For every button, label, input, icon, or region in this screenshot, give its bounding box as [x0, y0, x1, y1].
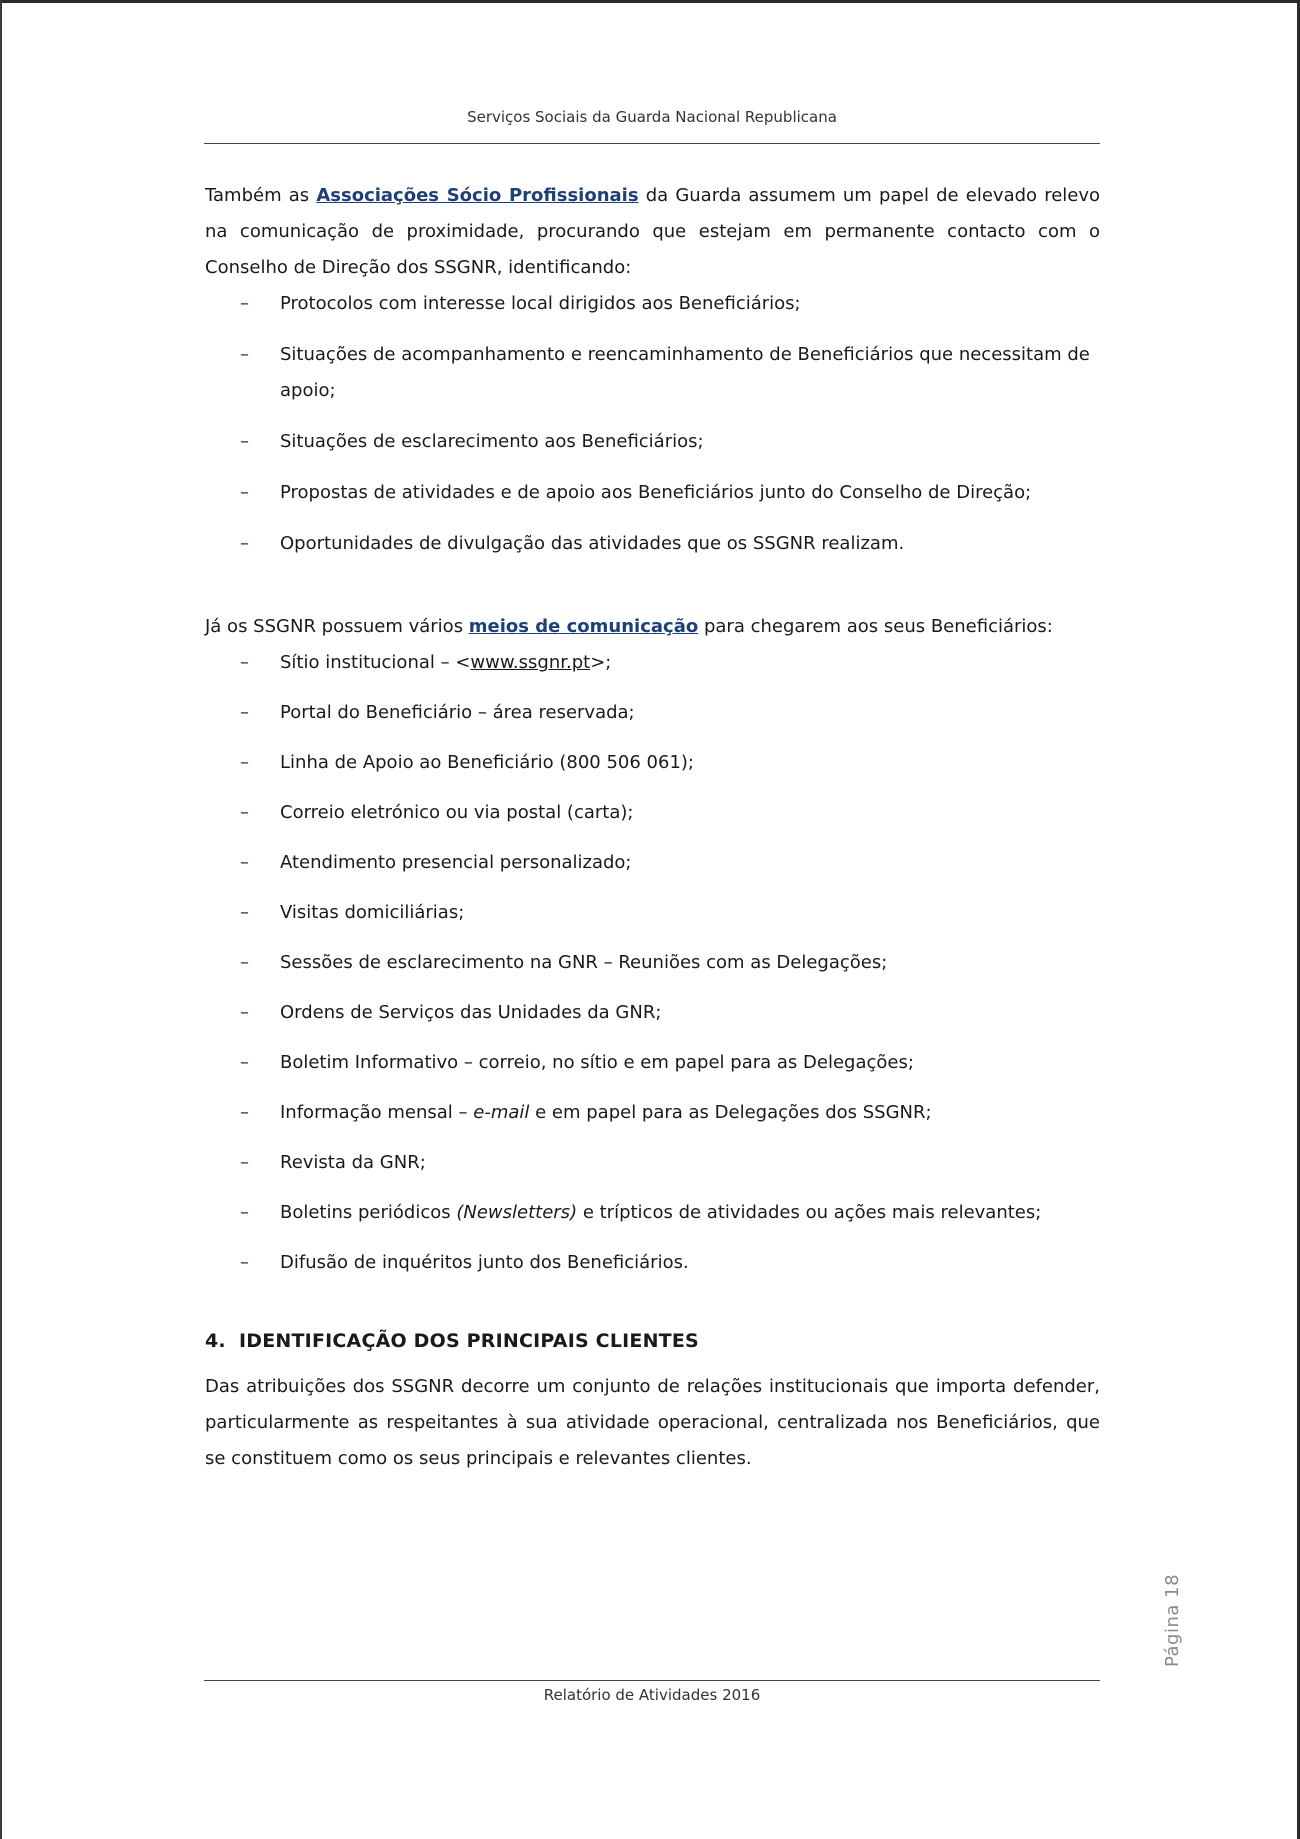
list-item	[205, 1195, 1100, 1231]
list-item	[205, 424, 1100, 460]
header-rule	[204, 143, 1100, 144]
comm-highlight: meios de comunicação	[468, 616, 699, 637]
list-item-text: Revista da GNR;	[280, 1152, 426, 1173]
dash-icon: –	[240, 431, 249, 452]
scan-edge-left	[0, 0, 2, 1839]
comm-text-after: para chegarem aos seus Beneficiários:	[698, 616, 1053, 637]
scan-edge-top	[0, 0, 1300, 3]
boletins-prefix: Boletins periódicos	[280, 1202, 457, 1223]
list-item-text: Protocolos com interesse local dirigidos aos Beneficiários;	[280, 293, 801, 314]
list-item-text: Propostas de atividades e de apoio aos Beneficiários junto do Conselho de Direção;	[280, 482, 1032, 503]
page-number	[1138, 1565, 1208, 1675]
associations-list	[205, 286, 1100, 562]
dash-icon: –	[240, 1102, 249, 1123]
list-item-text: Sessões de esclarecimento na GNR – Reuniões com as Delegações;	[280, 952, 888, 973]
list-item-text: Oportunidades de divulgação das atividades que os SSGNR realizam.	[280, 533, 905, 554]
list-item-text: Correio eletrónico ou via postal (carta);	[280, 802, 634, 823]
list-item	[205, 1145, 1100, 1181]
footer-rule	[204, 1680, 1100, 1681]
list-item	[205, 1095, 1100, 1131]
site-suffix: >;	[590, 652, 612, 673]
dash-icon: –	[240, 344, 249, 365]
dash-icon: –	[240, 1152, 249, 1173]
list-item-text: Linha de Apoio ao Beneficiário (800 506 061);	[280, 752, 694, 773]
boletins-emphasis: (Newsletters)	[456, 1202, 578, 1223]
intro-highlight: Associações Sócio Profissionais	[316, 185, 639, 206]
dash-icon: –	[240, 1052, 249, 1073]
list-item	[205, 286, 1100, 322]
section-number: 4.	[205, 1330, 226, 1352]
list-item	[205, 795, 1100, 831]
list-item-text: Difusão de inquéritos junto dos Beneficiários.	[280, 1252, 689, 1273]
list-item-text: Portal do Beneficiário – área reservada;	[280, 702, 635, 723]
dash-icon: –	[240, 752, 249, 773]
communication-means-list	[205, 645, 1100, 1281]
list-item	[205, 526, 1100, 562]
section-paragraph: Das atribuições dos SSGNR decorre um conjunto de relações institucionais que importa defender, particularmente as respeitantes à sua atividade operacional, centralizada nos Beneficiários, que se constituem como os seus principais e relevantes clientes.	[205, 1376, 1100, 1469]
site-prefix: Sítio institucional – <	[280, 652, 471, 673]
list-item-text: Visitas domiciliárias;	[280, 902, 465, 923]
list-item	[205, 895, 1100, 931]
info-emphasis: e-mail	[473, 1102, 530, 1123]
list-item	[205, 1045, 1100, 1081]
list-item-text: Ordens de Serviços das Unidades da GNR;	[280, 1002, 662, 1023]
dash-icon: –	[240, 1252, 249, 1273]
site-link[interactable]: www.ssgnr.pt	[470, 652, 591, 673]
dash-icon: –	[240, 293, 249, 314]
page-footer: Relatório de Atividades 2016	[543, 1686, 761, 1704]
intro-paragraph	[205, 178, 1100, 286]
list-item	[205, 695, 1100, 731]
section-title-text: IDENTIFICAÇÃO DOS PRINCIPAIS CLIENTES	[239, 1330, 699, 1352]
list-item	[205, 337, 1100, 409]
dash-icon: –	[240, 702, 249, 723]
list-item-text: Boletim Informativo – correio, no sítio e em papel para as Delegações;	[280, 1052, 914, 1073]
list-item	[205, 995, 1100, 1031]
dash-icon: –	[240, 652, 249, 673]
info-prefix: Informação mensal –	[280, 1102, 474, 1123]
list-item	[205, 845, 1100, 881]
dash-icon: –	[240, 482, 249, 503]
list-item	[205, 945, 1100, 981]
dash-icon: –	[240, 1202, 249, 1223]
dash-icon: –	[240, 802, 249, 823]
communication-paragraph	[205, 609, 1100, 645]
dash-icon: –	[240, 852, 249, 873]
list-item	[205, 1245, 1100, 1281]
info-suffix: e em papel para as Delegações dos SSGNR;	[529, 1102, 932, 1123]
dash-icon: –	[240, 902, 249, 923]
list-item	[205, 475, 1100, 511]
page-content	[205, 178, 1100, 1477]
list-item-text: Situações de acompanhamento e reencaminhamento de Beneficiários que necessitam de apoio;	[280, 344, 1090, 401]
page-header: Serviços Sociais da Guarda Nacional Republicana	[467, 108, 837, 126]
section-heading	[205, 1323, 1100, 1359]
intro-text-before: Também as	[205, 185, 317, 206]
list-item-text: Situações de esclarecimento aos Beneficiários;	[280, 431, 704, 452]
comm-text-before: Já os SSGNR possuem vários	[205, 616, 469, 637]
dash-icon: –	[240, 1002, 249, 1023]
dash-icon: –	[240, 952, 249, 973]
intro-text-after: da Guarda assumem um papel de elevado relevo na comunicação de proximidade, procurando que estejam em permanente contacto com o Conselho de Direção dos SSGNR, identificando:	[205, 185, 1101, 278]
list-item	[205, 645, 1100, 681]
dash-icon: –	[240, 533, 249, 554]
page-number-label: Página 18	[1162, 1573, 1184, 1667]
list-item-text: Atendimento presencial personalizado;	[280, 852, 632, 873]
boletins-suffix: e trípticos de atividades ou ações mais relevantes;	[577, 1202, 1042, 1223]
list-item	[205, 745, 1100, 781]
